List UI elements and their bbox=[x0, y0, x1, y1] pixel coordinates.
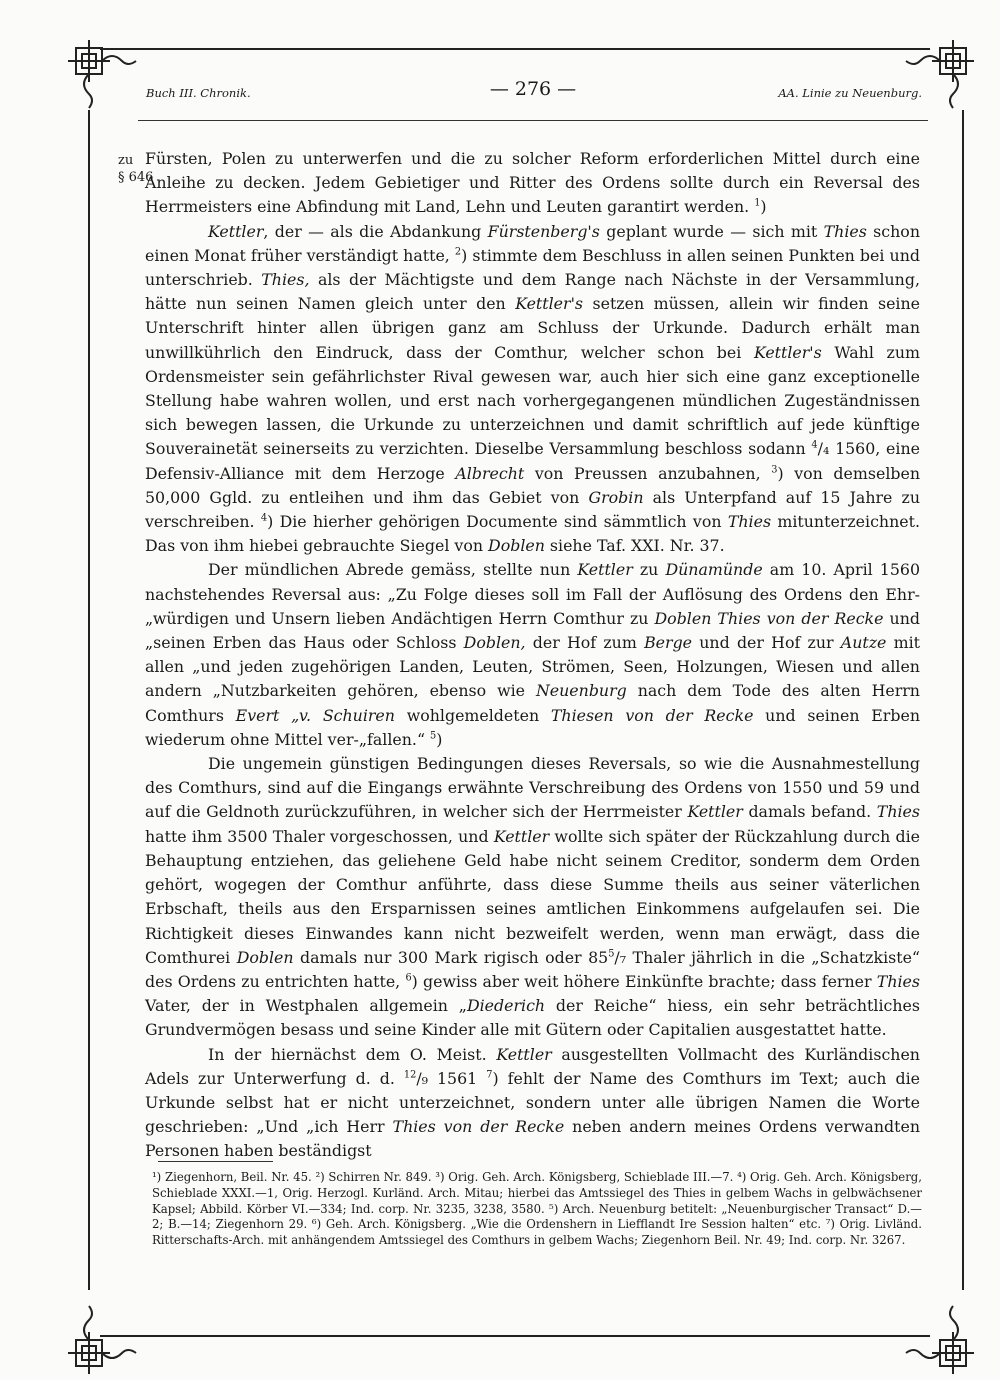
text-run: hatte ihm 3500 Thaler vorgeschossen, und bbox=[145, 826, 494, 846]
italic-name: Doblen Thies von der Recke bbox=[654, 608, 884, 628]
text-run: Die ungemein günstigen Bedingungen dieses Reversals, so wie die Ausnahmestellung des Comthurs, sind auf die Eingangs erwähnte Verschreibung des Ordens von 1550 und 59 und auf die Geldnoth zurückzuführen, in welcher sich der Herrmeister bbox=[145, 754, 920, 822]
italic-name: Thies von der Recke bbox=[392, 1117, 565, 1137]
italic-name: Kettler bbox=[496, 1044, 552, 1064]
text-run: nach dem Tode des alten Herrn Comthurs bbox=[145, 681, 920, 725]
text-run: Der mündlichen Abrede gemäss, stellte nun bbox=[208, 560, 578, 580]
text-run: Fürsten, Polen zu unterwerfen und die zu solcher Reform erforderlichen Mittel durch eine Anleihe zu decken. Jedem Gebietiger und Ritter des Ordens sollte durch ein Reversal des Herrmeisters eine Abfindung mit Land, Lehn und Leuten garantirt werden. bbox=[145, 149, 920, 217]
italic-name: Thies bbox=[823, 221, 867, 241]
text-run: der Hof zum bbox=[525, 633, 645, 653]
margin-reference-zu: zu bbox=[118, 153, 134, 168]
paragraph bbox=[145, 558, 920, 752]
text-run: /₉ 1561 bbox=[416, 1068, 487, 1088]
corner-ornament-icon bbox=[900, 1300, 980, 1380]
text-run: wohlgemeldeten bbox=[394, 705, 551, 725]
footnote-ref: 12 bbox=[403, 1069, 417, 1081]
italic-name: Doblen bbox=[488, 536, 545, 556]
paragraph bbox=[145, 752, 920, 1042]
text-run: setzen müssen, allein wir finden seine Unterschrift hinter allen übrigen ganz am Schluss der Urkunde. Dadurch erhält man unwillkührlich den Eindruck, dass der Comthur, welcher schon bei bbox=[145, 294, 920, 362]
text-run: mit allen „und jeden zugehörigen Landen, Leuten, Strömen, Seen, Holzungen, Wiesen und allen andern „Nutzbarkeiten gehören, ebenso wie bbox=[145, 633, 921, 701]
frame-bottom-line bbox=[100, 1335, 930, 1337]
italic-name: Diederich bbox=[466, 996, 546, 1016]
text-run: ) stimmte dem Beschluss in allen seinen Punkten bei und unterschrieb. bbox=[145, 245, 920, 290]
text-run: , der — als die Abdankung bbox=[263, 221, 488, 241]
text-run: ) von demselben 50,000 Ggld. zu entleihen und ihm das Gebiet von bbox=[145, 463, 920, 507]
text-run: ) bbox=[436, 729, 443, 749]
footnote-ref: 4 bbox=[260, 512, 268, 524]
footnote-ref: 1 bbox=[754, 198, 761, 210]
text-run: siehe Taf. XXI. Nr. 37. bbox=[544, 536, 725, 556]
text-run: geplant wurde — sich mit bbox=[599, 221, 824, 241]
frame-right-line bbox=[962, 110, 964, 1290]
footnote-ref: 2 bbox=[454, 246, 462, 258]
text-run: Wahl zum Ordensmeister sein gefährlichster Rival gewesen war, auch hier sich eine ganz exceptionelle Stellung habe wahren wollen, und erst nach vorhergegangenen mündlichen Zugeständnissen sich bewegen lassen, die Urkunde zu unterzeichnen und damit schriftlich auf jede künftige Souverainetät seinerseits zu verzichten. Dieselbe Versammlung beschloss sodann bbox=[145, 342, 920, 459]
header-section-title: AA. Linie zu Neuenburg. bbox=[778, 86, 922, 100]
corner-ornament-icon bbox=[62, 34, 142, 114]
italic-name: Fürstenberg's bbox=[487, 221, 600, 241]
italic-name: Doblen, bbox=[463, 633, 526, 653]
paragraph bbox=[145, 1043, 920, 1164]
text-run: ) bbox=[760, 197, 767, 217]
text-run: In der hiernächst dem O. Meist. bbox=[208, 1044, 497, 1064]
italic-name: Evert „v. Schuiren bbox=[235, 705, 395, 725]
text-run: ) Die hierher gehörigen Documente sind sämmtlich von bbox=[267, 512, 728, 532]
paragraph bbox=[145, 147, 920, 220]
footnote-ref: 6 bbox=[405, 972, 412, 984]
text-run: damals befand. bbox=[742, 802, 877, 822]
italic-name: Thies bbox=[727, 512, 772, 532]
margin-reference-section: § 646 bbox=[118, 170, 154, 185]
text-run: mitunterzeichnet. Das von ihm hiebei gebrauchte Siegel von bbox=[145, 512, 920, 556]
text-run: und seinen Erben wiederum ohne Mittel ver-„fallen.“ bbox=[145, 705, 920, 749]
text-run: Vater, der in Westphalen allgemein „ bbox=[145, 996, 467, 1016]
header-book-chapter: Buch III. Chronik. bbox=[146, 86, 251, 100]
text-run: als der Mächtigste und dem Range nach Nächste in der Versammlung, hätte nun seinen Namen gleich unter den bbox=[145, 270, 920, 314]
italic-name: Doblen bbox=[236, 947, 294, 967]
italic-name: Kettler bbox=[577, 560, 633, 580]
text-run: schon einen Monat früher verständigt hatte, bbox=[145, 221, 920, 265]
footnote-rule bbox=[158, 1161, 273, 1162]
text-run: der Reiche“ hiess, ein sehr beträchtliches Grundvermögen besass und seine Kinder alle mit Gütern oder Capitalien ausgestattet hatte. bbox=[145, 996, 920, 1040]
italic-name: Kettler bbox=[208, 221, 264, 241]
text-run: wollte sich später der Rückzahlung durch die Behauptung entziehen, das geliehene Geld habe nicht seinem Creditor, sonderm dem Orden gehört, wogegen der Comthur anführte, dass diese Summe theils aus seiner väterlichen Erbschaft, theils aus den Ersparnissen seines amtlichen Einkommens aufgelaufen sei. Die Richtigkeit dieses Einwandes kann nicht bezweifelt werden, wenn man erwägt, dass die Comthurei bbox=[145, 826, 920, 967]
text-run: neben andern meines Ordens verwandten Personen haben beständigst bbox=[145, 1117, 921, 1161]
text-run: von Preussen anzubahnen, bbox=[524, 463, 772, 483]
footnote-text: ¹) Ziegenhorn, Beil. Nr. 45. ²) Schirren Nr. 849. ³) Orig. Geh. Arch. Königsberg, Schieblade III.—7. ⁴) Orig. Geh. Arch. Königsberg, Schieblade XXXI.—1, Orig. Herzogl. Kurländ. Arch. Mitau; hierbei das Amtssiegel des Thies in gelbem Wachs in gelbwächsener Kapsel; Abbild. Körber VI.—334; Ind. corp. Nr. 3235, 3238, 3580. ⁵) Arch. Neuenburg betitelt: „Neuenburgischer Transact“ D.—2; B.—14; Ziegenhorn 29. ⁶) Geh. Arch. Königsberg. „Wie die Ordenshern in Liefflandt Ire Session halten“ etc. ⁷) Orig. Livländ. Ritterschafts-Arch. mit anhängendem Amtssiegel des Comthurs in gelbem Wachs; Ziegenhorn Beil. Nr. 49; Ind. corp. Nr. 3267. bbox=[152, 1170, 922, 1248]
text-run: ) gewiss aber weit höhere Einkünfte brachte; dass ferner bbox=[411, 971, 877, 991]
italic-name: Grobin bbox=[588, 487, 644, 507]
text-run: damals nur 300 Mark rigisch oder 85 bbox=[293, 947, 609, 967]
text-run: /₄ 1560, eine Defensiv-Alliance mit dem Herzoge bbox=[145, 439, 920, 483]
text-run: und der Hof zur bbox=[692, 633, 841, 653]
text-run: zu bbox=[632, 560, 666, 580]
page-header bbox=[138, 78, 928, 108]
italic-name: Kettler bbox=[493, 826, 550, 846]
text-run: und „seinen Erben das Haus oder Schloss bbox=[145, 608, 920, 653]
text-run: am 10. April 1560 nachstehendes Reversal aus: „Zu Folge dieses soll im Fall der Auflösung des Ordens den Ehr-„würdigen und Unsern lieben Andächtigen Herrn Comthur zu bbox=[145, 560, 920, 628]
italic-name: Albrecht bbox=[455, 463, 525, 483]
italic-name: Thies bbox=[876, 971, 920, 991]
text-run: /₇ Thaler jährlich in die „Schatzkiste“ des Ordens zu entrichten hatte, bbox=[145, 947, 920, 991]
text-run: ausgestellten Vollmacht des Kurländischen Adels zur Unterwerfung d. d. bbox=[145, 1044, 920, 1088]
text-run: ) fehlt der Name des Comthurs im Text; auch die Urkunde selbst hat er nicht unterzeichnet, sondern unter alle übrigen Namen die Worte geschrieben: „Und „ich Herr bbox=[145, 1068, 920, 1137]
italic-name: Kettler's bbox=[753, 342, 822, 362]
italic-name: Thies, bbox=[261, 270, 310, 290]
body-text bbox=[145, 147, 920, 1164]
footnote-ref: 4 bbox=[811, 440, 818, 452]
italic-name: Thies bbox=[876, 802, 920, 822]
footnote-ref: 3 bbox=[771, 464, 778, 476]
frame-top-line bbox=[100, 48, 930, 50]
footnote-ref: 5 bbox=[608, 948, 615, 960]
footnote-ref: 5 bbox=[430, 730, 437, 742]
italic-name: Berge bbox=[644, 633, 693, 653]
footnote-ref: 7 bbox=[486, 1069, 493, 1081]
italic-name: Kettler's bbox=[515, 294, 584, 314]
frame-left-line bbox=[88, 110, 90, 1290]
header-rule bbox=[138, 120, 928, 121]
italic-name: Autze bbox=[840, 633, 887, 653]
italic-name: Thiesen von der Recke bbox=[550, 705, 754, 725]
corner-ornament-icon bbox=[62, 1300, 142, 1380]
paragraph bbox=[145, 220, 920, 559]
text-run: als Unterpfand auf 15 Jahre zu verschreiben. bbox=[145, 487, 921, 532]
footnotes bbox=[152, 1170, 922, 1249]
page-number: — 276 — bbox=[489, 78, 577, 100]
italic-name: Neuenburg bbox=[535, 681, 627, 701]
italic-name: Kettler bbox=[687, 802, 743, 822]
italic-name: Dünamünde bbox=[665, 560, 763, 580]
